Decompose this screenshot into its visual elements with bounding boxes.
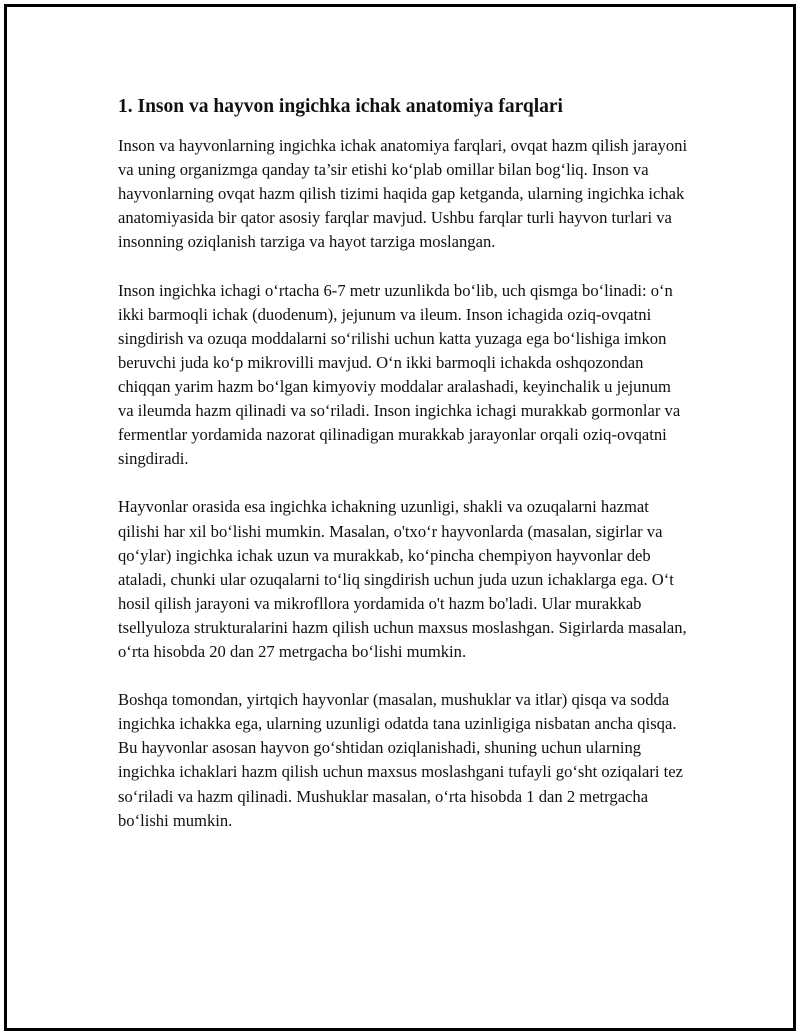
paragraph-intro: Inson va hayvonlarning ingichka ichak anatomiya farqlari, ovqat hazm qilish jarayoni va uning organizmga qanday ta’sir etishi ko‘plab omillar bilan bog‘liq. Inson va hayvonlarning ovqat hazm qilish tizimi haqida gap ketganda, ularning ingichka ichak anatomiyasida bir qator asosiy farqlar mavjud. Ushbu farqlar turli hayvon turlari va insonning oziqlanish tarziga va hayot tarziga moslangan. xyxy=(118,136,688,252)
section-heading: 1. Inson va hayvon ingichka ichak anatomiya farqlari xyxy=(118,96,563,117)
paragraph-carnivores: Boshqa tomondan, yirtqich hayvonlar (masalan, mushuklar va itlar) qisqa va sodda ingichka ichakka ega, ularning uzunligi odatda tana uzinligiga nisbatan ancha qisqa. Bu hayvonlar asosan hayvon go‘shtidan oziqlanishadi, shuning uchun ularning ingichka ichaklari hazm qilish uchun maxsus moslashgani tufayli go‘sht oziqalari tez so‘riladi va hazm qilinadi. Mushuklar masalan, o‘rta hisobda 1 dan 2 metrgacha bo‘lishi mumkin. xyxy=(118,690,683,830)
document-body xyxy=(118,94,688,857)
paragraph-herbivores: Hayvonlar orasida esa ingichka ichakning uzunligi, shakli va ozuqalarni hazmat qilishi har xil bo‘lishi mumkin. Masalan, o'txo‘r hayvonlarda (masalan, sigirlar va qo‘ylar) ingichka ichak uzun va murakkab, ko‘pincha chempiyon hayvonlar deb ataladi, chunki ular ozuqalarni to‘liq singdirish uchun juda uzun ichaklarga ega. O‘t hosil qilish jarayoni va mikrofllora yordamida o't hazm bo'ladi. Ular murakkab tsellyuloza strukturalarini hazm qilish uchun maxsus moslashgan. Sigirlarda masalan, o‘rta hisobda 20 dan 27 metrgacha bo‘lishi mumkin. xyxy=(118,497,687,661)
paragraph-human-intestine: Inson ingichka ichagi o‘rtacha 6-7 metr uzunlikda bo‘lib, uch qismga bo‘linadi: o‘n ikki barmoqli ichak (duodenum), jejunum va ileum. Inson ichagida oziq-ovqatni singdirish va ozuqa moddalarni so‘rilishi uchun katta yuzaga ega bo‘lishiga imkon beruvchi juda ko‘p mikrovilli mavjud. O‘n ikki barmoqli ichakda oshqozondan chiqqan yarim hazm bo‘lgan kimyoviy moddalar aralashadi, keyinchalik u jejunum va ileumda hazm qilinadi va so‘riladi. Inson ingichka ichagi murakkab gormonlar va fermentlar yordamida nazorat qilinadigan murakkab jarayonlar orqali oziq-ovqatni singdiradi. xyxy=(118,280,681,469)
